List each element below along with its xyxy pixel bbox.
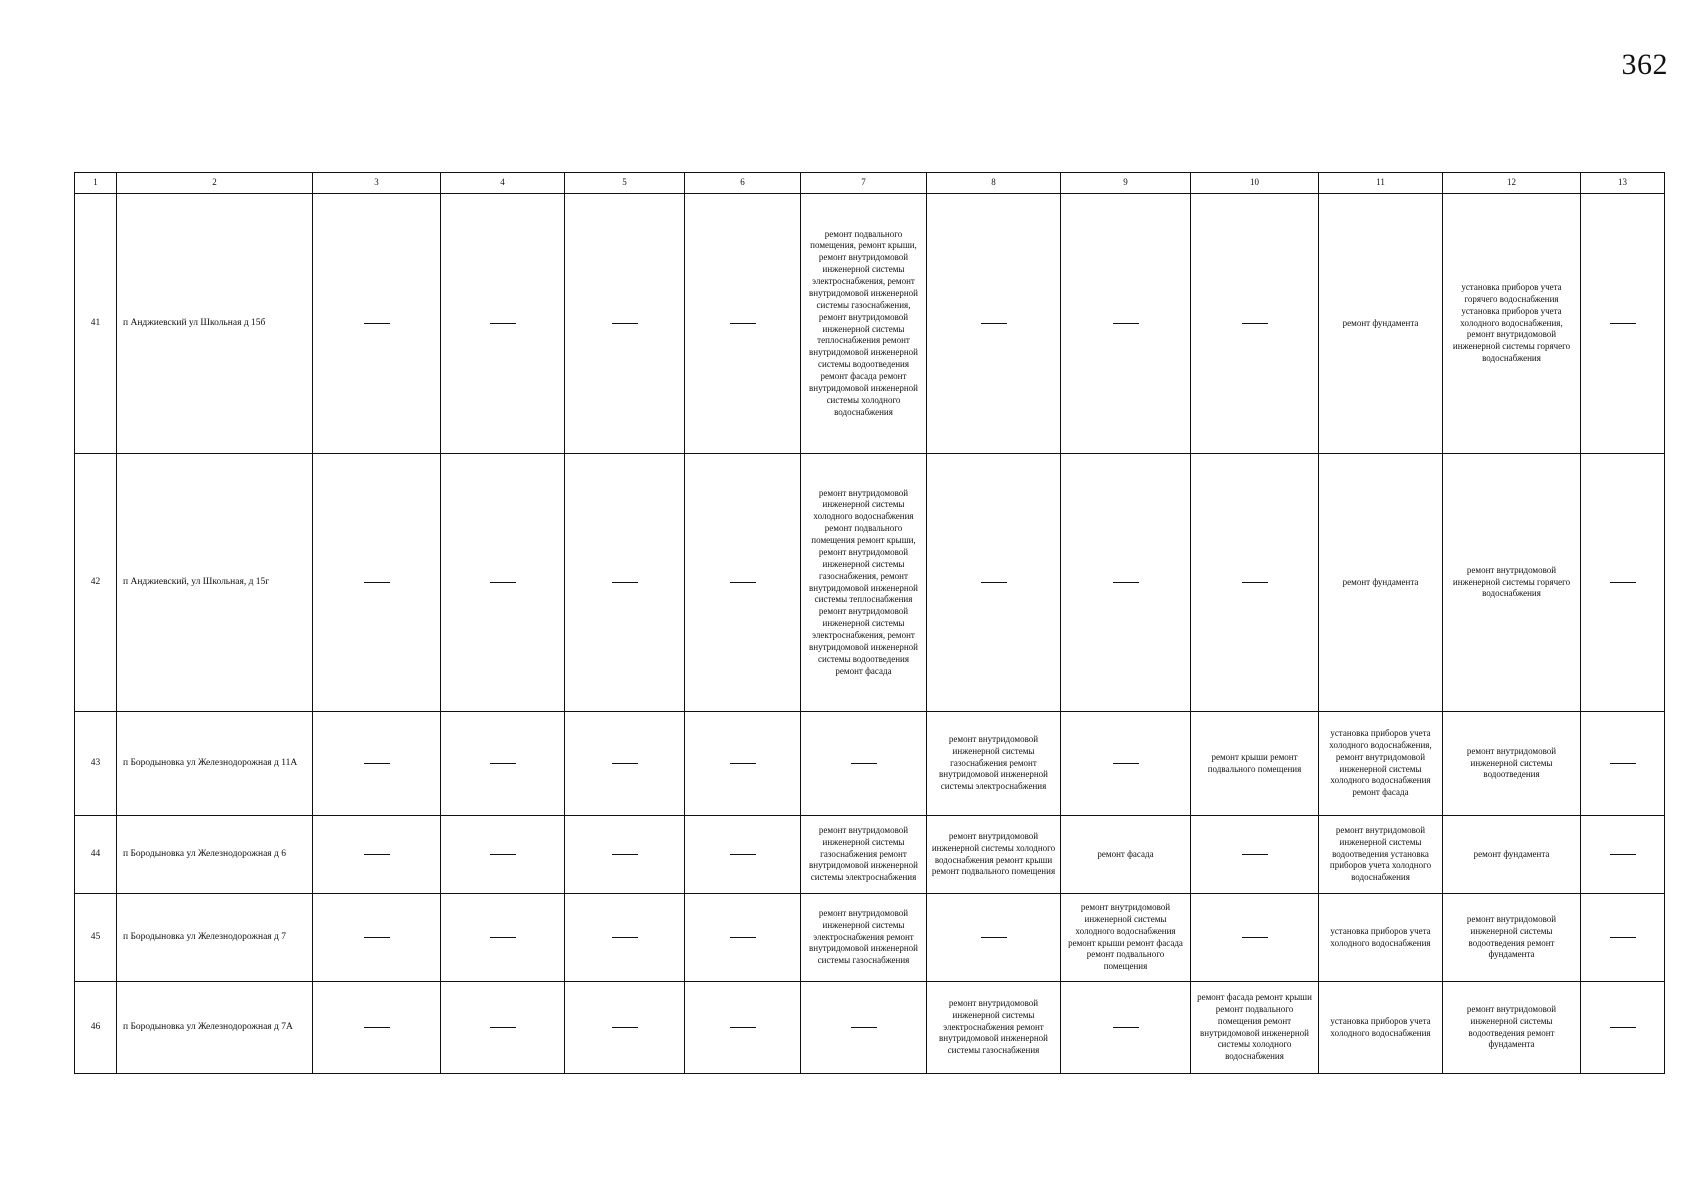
row-number: 41: [75, 194, 117, 454]
column-header: 7: [801, 173, 927, 194]
work-cell: ремонт внутридомовой инженерной системы холодного водоснабжения ремонт подвального помещения ремонт крыши, ремонт внутридомовой инженерной системы газоснабжения, ремонт внутридомовой инженерной системы теплоснабжения ремонт внутридомовой инженерной системы электроснабжения, ремонт внутридомовой инженерной системы водоотведения ремонт фасада: [801, 454, 927, 712]
column-header: 2: [117, 173, 313, 194]
dash-mark: [730, 763, 756, 764]
dash-mark: [612, 854, 638, 855]
dash-mark: [1242, 937, 1268, 938]
empty-cell: [1191, 816, 1319, 894]
empty-cell: [313, 816, 441, 894]
address-cell: п Анджиевский ул Школьная д 15б: [117, 194, 313, 454]
empty-cell: [1191, 194, 1319, 454]
empty-cell: [313, 894, 441, 982]
dash-mark: [612, 937, 638, 938]
address-cell: п Бородыновка ул Железнодорожная д 11А: [117, 712, 313, 816]
dash-mark: [364, 1027, 390, 1028]
table-row: [75, 194, 1665, 454]
work-cell: ремонт внутридомовой инженерной системы водоотведения ремонт фундамента: [1443, 894, 1581, 982]
dash-mark: [981, 582, 1007, 583]
dash-mark: [364, 323, 390, 324]
work-cell: ремонт внутридомовой инженерной системы электроснабжения ремонт внутридомовой инженерной системы газоснабжения: [927, 982, 1061, 1074]
dash-mark: [1610, 323, 1636, 324]
empty-cell: [685, 816, 801, 894]
dash-mark: [1113, 582, 1139, 583]
column-header: 13: [1581, 173, 1665, 194]
address-cell: п Анджиевский, ул Школьная, д 15г: [117, 454, 313, 712]
work-cell: установка приборов учета горячего водоснабжения установка приборов учета холодного водоснабжения, ремонт внутридомовой инженерной системы горячего водоснабжения: [1443, 194, 1581, 454]
dash-mark: [1242, 854, 1268, 855]
work-cell: ремонт внутридомовой инженерной системы электроснабжения ремонт внутридомовой инженерной системы газоснабжения: [801, 894, 927, 982]
empty-cell: [313, 712, 441, 816]
empty-cell: [1581, 982, 1665, 1074]
dash-mark: [1610, 582, 1636, 583]
address-cell: п Бородыновка ул Железнодорожная д 7А: [117, 982, 313, 1074]
dash-mark: [730, 1027, 756, 1028]
dash-mark: [612, 1027, 638, 1028]
work-cell: ремонт внутридомовой инженерной системы водоотведения ремонт фундамента: [1443, 982, 1581, 1074]
dash-mark: [730, 854, 756, 855]
dash-mark: [981, 937, 1007, 938]
empty-cell: [1191, 894, 1319, 982]
work-cell: ремонт внутридомовой инженерной системы холодного водоснабжения ремонт крыши ремонт фасада ремонт подвального помещения: [1061, 894, 1191, 982]
empty-cell: [685, 894, 801, 982]
empty-cell: [1581, 454, 1665, 712]
column-header: 1: [75, 173, 117, 194]
dash-mark: [1113, 323, 1139, 324]
dash-mark: [1242, 323, 1268, 324]
table-row: [75, 454, 1665, 712]
empty-cell: [801, 712, 927, 816]
empty-cell: [1061, 712, 1191, 816]
dash-mark: [364, 937, 390, 938]
empty-cell: [441, 816, 565, 894]
dash-mark: [364, 582, 390, 583]
empty-cell: [441, 194, 565, 454]
empty-cell: [1061, 194, 1191, 454]
address-cell: п Бородыновка ул Железнодорожная д 6: [117, 816, 313, 894]
work-cell: ремонт внутридомовой инженерной системы водоотведения: [1443, 712, 1581, 816]
work-cell: ремонт фасада ремонт крыши ремонт подвального помещения ремонт внутридомовой инженерной системы холодного водоснабжения: [1191, 982, 1319, 1074]
dash-mark: [1610, 763, 1636, 764]
empty-cell: [565, 816, 685, 894]
dash-mark: [490, 854, 516, 855]
empty-cell: [313, 454, 441, 712]
empty-cell: [565, 894, 685, 982]
dash-mark: [1113, 1027, 1139, 1028]
empty-cell: [927, 894, 1061, 982]
table-row: [75, 894, 1665, 982]
dash-mark: [851, 1027, 877, 1028]
empty-cell: [1061, 454, 1191, 712]
dash-mark: [1610, 1027, 1636, 1028]
empty-cell: [1581, 894, 1665, 982]
column-header: 4: [441, 173, 565, 194]
work-cell: ремонт внутридомовой инженерной системы газоснабжения ремонт внутридомовой инженерной системы электроснабжения: [927, 712, 1061, 816]
column-header: 12: [1443, 173, 1581, 194]
empty-cell: [685, 454, 801, 712]
dash-mark: [730, 323, 756, 324]
page-number: 362: [1621, 48, 1668, 81]
column-number-row: [75, 173, 1665, 194]
empty-cell: [441, 894, 565, 982]
work-cell: ремонт фундамента: [1319, 454, 1443, 712]
empty-cell: [441, 712, 565, 816]
work-cell: установка приборов учета холодного водоснабжения, ремонт внутридомовой инженерной системы холодного водоснабжения ремонт фасада: [1319, 712, 1443, 816]
dash-mark: [364, 763, 390, 764]
empty-cell: [1061, 982, 1191, 1074]
empty-cell: [685, 712, 801, 816]
dash-mark: [1610, 937, 1636, 938]
dash-mark: [612, 582, 638, 583]
empty-cell: [927, 454, 1061, 712]
row-number: 42: [75, 454, 117, 712]
column-header: 5: [565, 173, 685, 194]
work-cell: ремонт подвального помещения, ремонт крыши, ремонт внутридомовой инженерной системы электроснабжения, ремонт внутридомовой инженерной системы газоснабжения, ремонт внутридомовой инженерной системы теплоснабжения ремонт внутридомовой инженерной системы водоотведения ремонт фасада ремонт внутридомовой инженерной системы холодного водоснабжения: [801, 194, 927, 454]
table-row: [75, 816, 1665, 894]
address-cell: п Бородыновка ул Железнодорожная д 7: [117, 894, 313, 982]
table-row: [75, 982, 1665, 1074]
table-row: [75, 712, 1665, 816]
row-number: 44: [75, 816, 117, 894]
work-cell: ремонт внутридомовой инженерной системы холодного водоснабжения ремонт крыши ремонт подвального помещения: [927, 816, 1061, 894]
dash-mark: [490, 763, 516, 764]
work-cell: ремонт крыши ремонт подвального помещения: [1191, 712, 1319, 816]
dash-mark: [490, 582, 516, 583]
work-cell: установка приборов учета холодного водоснабжения: [1319, 982, 1443, 1074]
dash-mark: [1610, 854, 1636, 855]
column-header: 11: [1319, 173, 1443, 194]
empty-cell: [441, 982, 565, 1074]
row-number: 43: [75, 712, 117, 816]
dash-mark: [730, 937, 756, 938]
empty-cell: [801, 982, 927, 1074]
work-cell: ремонт внутридомовой инженерной системы газоснабжения ремонт внутридомовой инженерной системы электроснабжения: [801, 816, 927, 894]
dash-mark: [851, 763, 877, 764]
empty-cell: [565, 194, 685, 454]
dash-mark: [981, 323, 1007, 324]
dash-mark: [1113, 763, 1139, 764]
dash-mark: [490, 323, 516, 324]
column-header: 10: [1191, 173, 1319, 194]
empty-cell: [1581, 712, 1665, 816]
work-cell: ремонт фасада: [1061, 816, 1191, 894]
repair-plan-table: [74, 172, 1665, 1074]
empty-cell: [565, 982, 685, 1074]
empty-cell: [313, 982, 441, 1074]
row-number: 45: [75, 894, 117, 982]
empty-cell: [1191, 454, 1319, 712]
empty-cell: [1581, 816, 1665, 894]
column-header: 6: [685, 173, 801, 194]
column-header: 3: [313, 173, 441, 194]
dash-mark: [490, 1027, 516, 1028]
work-cell: установка приборов учета холодного водоснабжения: [1319, 894, 1443, 982]
row-number: 46: [75, 982, 117, 1074]
empty-cell: [685, 982, 801, 1074]
empty-cell: [685, 194, 801, 454]
empty-cell: [313, 194, 441, 454]
dash-mark: [1242, 582, 1268, 583]
work-cell: ремонт внутридомовой инженерной системы горячего водоснабжения: [1443, 454, 1581, 712]
work-cell: ремонт фундамента: [1443, 816, 1581, 894]
work-cell: ремонт фундамента: [1319, 194, 1443, 454]
dash-mark: [612, 323, 638, 324]
dash-mark: [612, 763, 638, 764]
empty-cell: [565, 454, 685, 712]
work-cell: ремонт внутридомовой инженерной системы водоотведения установка приборов учета холодного водоснабжения: [1319, 816, 1443, 894]
column-header: 9: [1061, 173, 1191, 194]
dash-mark: [730, 582, 756, 583]
dash-mark: [490, 937, 516, 938]
dash-mark: [364, 854, 390, 855]
empty-cell: [1581, 194, 1665, 454]
empty-cell: [927, 194, 1061, 454]
empty-cell: [441, 454, 565, 712]
column-header: 8: [927, 173, 1061, 194]
empty-cell: [565, 712, 685, 816]
